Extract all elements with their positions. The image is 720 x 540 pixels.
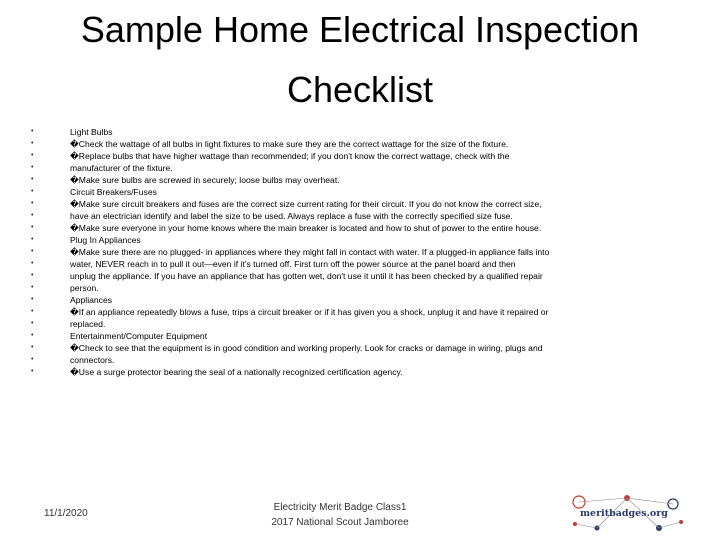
checklist-line: • Light Bulbs — [30, 126, 670, 138]
checklist-line: • Circuit Breakers/Fuses — [30, 186, 670, 198]
footer-caption-line-2: 2017 National Scout Jamboree — [271, 517, 409, 528]
footer-caption-line-1: Electricity Merit Badge Class1 — [273, 502, 407, 513]
footer-caption — [240, 500, 440, 530]
checklist-line: • Appliances — [30, 294, 670, 306]
checklist-line: • �Make sure circuit breakers and fuses are the correct size current rating for their circuit. If you do not know the correct size, — [30, 198, 670, 210]
checklist-line: • water, NEVER reach in to pull it out—even if it's turned off. First turn off the power source at the panel board and then — [30, 258, 670, 270]
checklist-line: • have an electrician identify and label the size to be used. Always replace a fuse with the correctly specified size fuse. — [30, 210, 670, 222]
page-title — [40, 0, 680, 120]
checklist — [30, 126, 670, 378]
checklist-line: • �Check to see that the equipment is in good condition and working properly. Look for cracks or damage in wiring, plugs and — [30, 342, 670, 354]
checklist-line: • �If an appliance repeatedly blows a fuse, trips a circuit breaker or if it has given you a shock, unplug it and have it repaired or — [30, 306, 670, 318]
checklist-line: • �Check the wattage of all bulbs in light fixtures to make sure they are the correct wattage for the size of the fixture. — [30, 138, 670, 150]
logo-text: meritbadges.org — [580, 508, 668, 519]
footer-date: 11/1/2020 — [44, 508, 88, 519]
checklist-line: • unplug the appliance. If you have an appliance that has gotten wet, don't use it until it has been checked by a qualified repair — [30, 270, 670, 282]
checklist-line: • connectors. — [30, 354, 670, 366]
checklist-line: • �Make sure bulbs are screwed in securely; loose bulbs may overheat. — [30, 174, 670, 186]
checklist-line: • �Make sure there are no plugged- in appliances where they might fall in contact with water. If a plugged-in appliance falls into — [30, 246, 670, 258]
title-line-1: Sample Home Electrical Inspection — [80, 9, 640, 50]
checklist-line: • Plug In Appliances — [30, 234, 670, 246]
checklist-line: • person. — [30, 282, 670, 294]
checklist-line: • manufacturer of the fixture. — [30, 162, 670, 174]
checklist-line: • replaced. — [30, 318, 670, 330]
title-line-2: Checklist — [286, 69, 434, 110]
checklist-line: • �Use a surge protector bearing the seal of a nationally recognized certification agency. — [30, 366, 670, 378]
checklist-line: • �Make sure everyone in your home knows where the main breaker is located and how to shut of power to the entire house. — [30, 222, 670, 234]
meritbadges-logo — [567, 492, 687, 534]
checklist-line: • Entertainment/Computer Equipment — [30, 330, 670, 342]
checklist-line: • �Replace bulbs that have higher wattage than recommended; if you don't know the correct wattage, check with the — [30, 150, 670, 162]
